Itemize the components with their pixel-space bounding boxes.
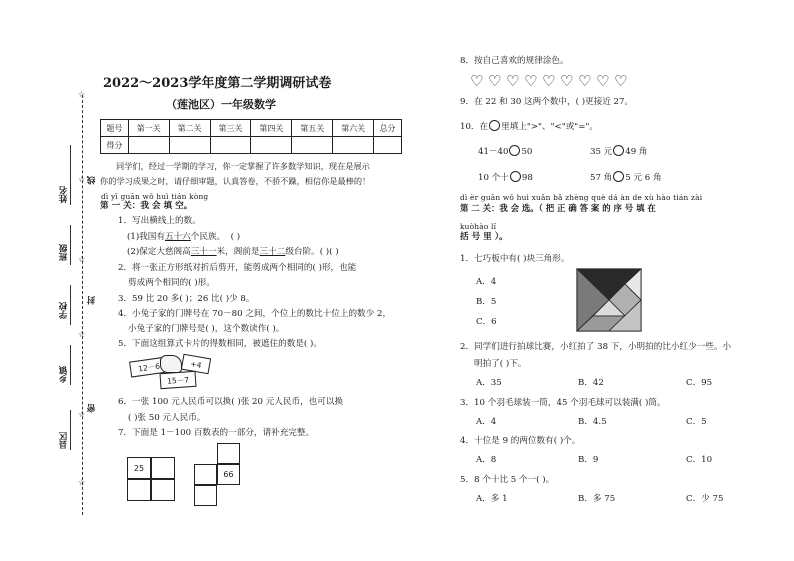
score-table xyxy=(100,119,402,154)
school-label: 学校 xyxy=(59,302,69,319)
score-cell: 第五关 xyxy=(292,120,333,137)
s2-q3-option-b[interactable]: B．4.5 xyxy=(578,417,607,427)
heart-icon[interactable]: ♡ xyxy=(596,72,610,90)
s2-q2-option-a[interactable]: A．35 xyxy=(476,378,502,388)
q4-line-2: 小兔子家的门牌号是( )，这个数读作( )。 xyxy=(128,324,285,334)
county-underline xyxy=(70,410,71,450)
score-cell: 总分 xyxy=(374,120,402,137)
star-icon: ☆ xyxy=(78,478,86,487)
heart-icon[interactable]: ♡ xyxy=(524,72,538,90)
q3-text: 3．59 比 20 多( )；26 比( )少 8。 xyxy=(118,294,255,304)
intro-line-1: 同学们，经过一学期的学习，你一定掌握了许多数学知识，现在是展示 xyxy=(116,161,370,171)
town-label: 乡镇 xyxy=(59,366,69,383)
score-input-cell[interactable] xyxy=(292,137,333,154)
q10-pre: 10．在 xyxy=(460,122,489,132)
seal-text-mi: 密 xyxy=(87,404,97,413)
q1b-mid: 米，阁前是 xyxy=(216,247,260,257)
s2-q1-text: 1．七巧板中有( )块三角形。 xyxy=(460,254,570,264)
heart-icon[interactable]: ♡ xyxy=(506,72,520,90)
q1a-underlined: 五十六 xyxy=(164,232,191,242)
county-label: 县区 xyxy=(59,432,69,449)
score-table-header-row xyxy=(101,120,402,137)
star-icon: ☆ xyxy=(78,410,86,419)
s2-q2-option-c[interactable]: C．95 xyxy=(686,378,713,388)
grid2-cell-blank[interactable] xyxy=(194,464,217,485)
star-icon: ☆ xyxy=(78,90,86,99)
compare-2-left: 35 元 xyxy=(590,147,613,157)
math-card-1: 12－6 xyxy=(129,356,169,377)
q2-line-1: 2．将一张正方形纸对折后剪开，能剪成两个相同的( )形，也能 xyxy=(118,263,357,273)
seal-text-feng: 封 xyxy=(87,296,97,305)
s2-q4-option-a[interactable]: A．8 xyxy=(476,455,497,465)
s2-q3-option-c[interactable]: C．5 xyxy=(686,417,707,427)
s2-q5-option-b[interactable]: B．多 75 xyxy=(578,494,616,504)
score-cell: 第一关 xyxy=(128,120,169,137)
score-cell: 题号 xyxy=(101,120,129,137)
compare-4-left: 57 角 xyxy=(590,173,613,183)
s2-q3-text: 3．10 个羽毛球装一筒，45 个羽毛球可以装满( )筒。 xyxy=(460,398,666,408)
school-underline xyxy=(70,285,71,325)
heart-icon[interactable]: ♡ xyxy=(560,72,574,90)
score-input-cell[interactable] xyxy=(210,137,251,154)
heart-icon[interactable]: ♡ xyxy=(470,72,484,90)
name-underline xyxy=(70,145,71,205)
star-icon: ☆ xyxy=(78,330,86,339)
q1a-blank[interactable]: ( ) xyxy=(230,232,241,242)
section2-title: 第 二 关：我 会 选。（ 把 正 确 答 案 的 序 号 填 在 xyxy=(460,203,656,213)
q1b-post: 级台阶。( )( ) xyxy=(285,247,339,257)
section1-pinyin: dì yī guān wǒ huì tián kòng xyxy=(101,192,209,201)
star-icon: ☆ xyxy=(78,175,86,184)
compare-2-right: 49 角 xyxy=(625,147,648,157)
s2-q2-option-b[interactable]: B．42 xyxy=(578,378,604,388)
intro-line-2: 你的学习成果之时，请仔细审题，认真答卷，不骄不躁，相信你是最棒的！ xyxy=(100,176,371,186)
heart-icon[interactable]: ♡ xyxy=(542,72,556,90)
score-input-cell[interactable] xyxy=(374,137,402,154)
math-card-2: +4 xyxy=(181,354,211,375)
compare-3 xyxy=(478,171,533,184)
s2-q2-line-2: 明拍了( )下。 xyxy=(474,359,527,369)
compare-3-left: 10 个十 xyxy=(478,173,509,183)
grid1-cell-blank[interactable] xyxy=(151,479,175,501)
score-cell: 第六关 xyxy=(333,120,374,137)
compare-2 xyxy=(590,145,648,158)
s2-q4-option-b[interactable]: B．9 xyxy=(578,455,599,465)
class-label: 班级 xyxy=(59,244,69,261)
grid1-cell-blank[interactable] xyxy=(127,479,151,501)
s2-q1-option-b[interactable]: B．5 xyxy=(476,297,497,307)
q10-post: 里填上">"、"<"或"="。 xyxy=(501,122,599,132)
compare-1-left: 41－40 xyxy=(478,147,509,157)
q6-line-1: 6．一张 100 元人民币可以换( )张 20 元人民币，也可以换 xyxy=(118,397,344,407)
q8-text: 8．按自己喜欢的规律涂色。 xyxy=(460,56,569,66)
heart-icon[interactable]: ♡ xyxy=(578,72,592,90)
q1a-post: 个民族。 xyxy=(190,232,226,242)
compare-1 xyxy=(478,145,532,158)
grid1-cell-blank[interactable] xyxy=(151,457,175,479)
heart-icon[interactable]: ♡ xyxy=(488,72,502,90)
score-cell: 第四关 xyxy=(251,120,292,137)
section2-pinyin: dì èr guān wǒ huì xuǎn bǎ zhèng què dá àn de xù hào tián zài xyxy=(460,193,703,202)
score-input-cell[interactable] xyxy=(128,137,169,154)
score-table-score-row xyxy=(101,137,402,154)
q4-line-1: 4．小兔子家的门牌号在 70－80 之间，个位上的数比十位上的数少 2， xyxy=(118,309,392,319)
compare-circle[interactable] xyxy=(613,171,624,182)
tangram-image xyxy=(576,268,642,332)
s2-q5-option-a[interactable]: A．多 1 xyxy=(476,494,508,504)
hearts-row xyxy=(470,74,670,90)
grid1-cell-25: 25 xyxy=(127,457,151,479)
covered-card-icon xyxy=(160,355,182,373)
compare-circle[interactable] xyxy=(613,145,624,156)
compare-1-right: 50 xyxy=(521,147,533,157)
q6-line-2: ( )张 50 元人民币。 xyxy=(128,413,206,423)
q9-text: 9．在 22 和 30 这两个数中，( )更接近 27。 xyxy=(460,97,634,107)
q2-line-2: 剪成两个相同的( )形。 xyxy=(128,278,215,288)
q1b-text xyxy=(127,247,339,258)
score-cell: 第二关 xyxy=(169,120,210,137)
compare-circle[interactable] xyxy=(510,171,521,182)
heart-icon[interactable]: ♡ xyxy=(614,72,628,90)
s2-q5-text: 5．8 个十比 5 个一( )。 xyxy=(460,475,555,485)
seal-text-xian: 线 xyxy=(87,176,97,185)
q1a-text xyxy=(127,232,240,243)
score-input-cell[interactable] xyxy=(251,137,292,154)
s2-q1-option-a[interactable]: A．4 xyxy=(476,277,497,287)
s2-q4-text: 4．十位是 9 的两位数有( )个。 xyxy=(460,436,581,446)
section2-pinyin-2: kuòhào lǐ xyxy=(460,222,497,231)
q1b-underlined-2: 三十二 xyxy=(259,247,286,257)
score-cell: 第三关 xyxy=(210,120,251,137)
compare-circle[interactable] xyxy=(509,145,520,156)
q1-text: 1．写出横线上的数。 xyxy=(118,216,201,226)
star-icon: ☆ xyxy=(78,255,86,264)
compare-3-right: 98 xyxy=(521,173,533,183)
q1b-underlined-1: 三十一 xyxy=(190,247,217,257)
grid2-cell-blank[interactable] xyxy=(194,485,217,506)
section2-title-tail: 括 号 里 ）。 xyxy=(460,232,508,242)
grid2-cell-blank[interactable] xyxy=(217,443,240,464)
compare-4 xyxy=(590,171,662,184)
compare-4-right: 5 元 6 角 xyxy=(625,173,662,183)
q1b-pre: (2)保定大慈阁高 xyxy=(127,247,191,257)
grid2-cell-66: 66 xyxy=(217,464,240,485)
s2-q4-option-c[interactable]: C．10 xyxy=(686,455,713,465)
score-cell: 得分 xyxy=(101,137,129,154)
exam-title: 2022～2023学年度第二学期调研试卷 xyxy=(103,76,332,91)
q5-text: 5．下面这组算式卡片的得数相同，被遮住的数是( )。 xyxy=(118,339,322,349)
binding-dashed-line xyxy=(82,95,83,515)
s2-q5-option-c[interactable]: C．少 75 xyxy=(686,494,724,504)
q10-text xyxy=(460,120,598,133)
circle-icon xyxy=(489,120,500,131)
name-label: 姓名 xyxy=(59,186,69,203)
score-input-cell[interactable] xyxy=(333,137,374,154)
score-input-cell[interactable] xyxy=(169,137,210,154)
math-card-3: 15－7 xyxy=(159,371,196,389)
s2-q3-option-a[interactable]: A．4 xyxy=(476,417,497,427)
q1a-pre: (1)我国有 xyxy=(127,232,165,242)
s2-q2-line-1: 2．同学们进行拍球比赛，小红拍了 38 下，小明拍的比小红少一些。小 xyxy=(460,342,732,352)
town-underline xyxy=(70,345,71,385)
s2-q1-option-c[interactable]: C．6 xyxy=(476,317,497,327)
class-underline xyxy=(70,225,71,265)
exam-subtitle: （莲池区）一年级数学 xyxy=(166,98,276,111)
section1-title: 第 一 关：我 会 填 空。 xyxy=(100,201,193,211)
q7-text: 7．下面是 1－100 百数表的一部分，请补充完整。 xyxy=(118,428,315,438)
